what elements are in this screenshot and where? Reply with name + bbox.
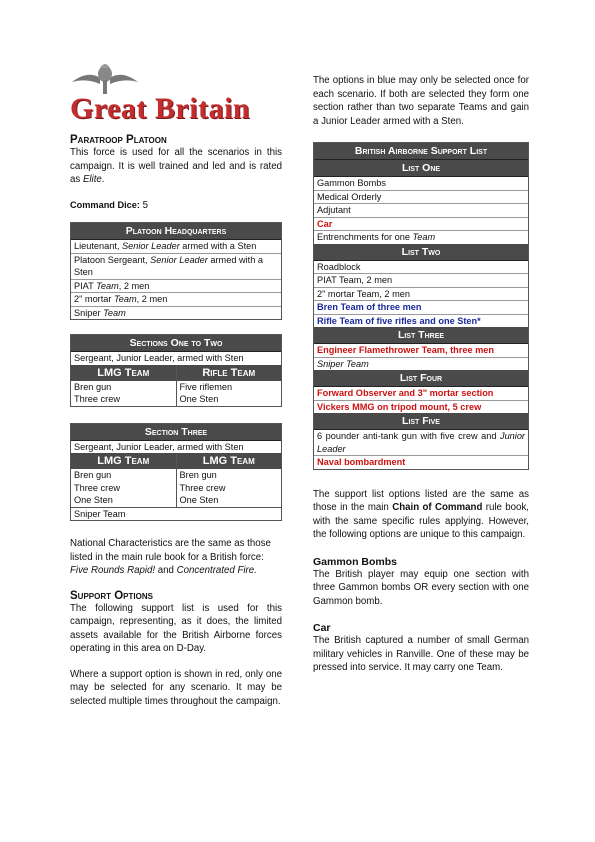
platoon-hq-table: [70, 222, 282, 320]
support-same-text: The support list options listed are the same as those in the main Chain of Command rule book, with the same specific rules applying. However, the following options are unique to this campaign.: [313, 488, 529, 540]
left-column: [70, 60, 282, 708]
team-item: One Sten: [74, 495, 113, 505]
team-item: Bren gun: [74, 470, 112, 480]
great-britain-logo: [70, 60, 282, 126]
support-list-table: [313, 142, 529, 470]
team-item: One Sten: [179, 394, 219, 404]
list-item: Engineer Flamethrower Team, three men: [314, 344, 528, 358]
team-item: Three crew: [74, 394, 120, 404]
team-item: Bren gun: [179, 470, 217, 480]
sections-one-two-table: [70, 334, 282, 407]
list-item: Adjutant: [314, 204, 528, 218]
list-item: Rifle Team of five rifles and one Sten*: [317, 315, 481, 326]
team-item: One Sten: [179, 495, 219, 505]
list-five-title: List Five: [314, 413, 528, 430]
red-option-text: Where a support option is shown in red, only one may be selected for any scenario. It may be selected multiple times throughout the campaign.: [70, 668, 282, 707]
list-item: Vickers MMG on tripod mount, 5 crew: [317, 401, 482, 412]
hq-row: PIAT Team, 2 men: [71, 280, 281, 294]
section-leader: Sergeant, Junior Leader, armed with Sten: [74, 441, 244, 452]
list-item: Bren Team of three men: [314, 301, 528, 315]
lmg-team-title: LMG Team: [71, 453, 176, 469]
list-four-title: List Four: [314, 370, 528, 387]
list-three-title: List Three: [314, 327, 528, 344]
right-column: [313, 74, 529, 675]
command-dice: Command Dice: 5: [70, 199, 149, 211]
list-item: Car: [314, 218, 528, 232]
list-two-title: List Two: [314, 244, 528, 261]
section-three-table: [70, 423, 282, 522]
section-teams: [71, 453, 281, 508]
list-item: 6 pounder anti-tank gun with five crew and Junior Leader: [314, 430, 528, 456]
team-item: Three crew: [74, 482, 120, 493]
hq-row: Sniper Team: [74, 307, 126, 318]
paratroop-heading: Paratroop Platoon: [70, 134, 167, 146]
team-item: Bren gun: [74, 381, 112, 392]
support-options-text: The following support list is used for this campaign, representing, as it does, the limited assets available for the British Airborne forces operating in this area on D-Day.: [70, 602, 282, 654]
list-item: PIAT Team, 2 men: [314, 274, 528, 288]
lmg-team-title: LMG Team: [71, 365, 176, 381]
list-item: Medical Orderly: [314, 191, 528, 205]
section-three-title: Section Three: [71, 424, 281, 441]
list-one-title: List One: [314, 160, 528, 177]
sniper-team: Sniper Team: [74, 508, 126, 519]
section-teams: [71, 365, 281, 406]
section-leader: Sergeant, Junior Leader, armed with Sten: [74, 353, 244, 363]
list-item: Sniper Team: [317, 358, 369, 369]
list-item: Gammon Bombs: [314, 177, 528, 191]
blue-option-text: The options in blue may only be selected once for each scenario. If both are selected they form one section rather than two separate Teams and gain a Junior Leader armed with a Sten.: [313, 75, 529, 127]
national-characteristics: National Characteristics are the same as those listed in the main rule book for a British force: Five Rounds Rapid! and Concentrated Fire.: [70, 538, 271, 576]
list-item: Forward Observer and 3" mortar section: [314, 387, 528, 401]
logo-text: Great Britain: [70, 92, 251, 125]
hq-row: Lieutenant, Senior Leader armed with a Sten: [71, 240, 281, 254]
list-item: Naval bombardment: [317, 457, 406, 467]
lmg-team-title: LMG Team: [177, 453, 282, 469]
car-text: The British captured a number of small German military vehicles in Ranville. One of these may be pressed into service. It may carry one Team.: [313, 635, 529, 673]
sections-one-two-title: Sections One to Two: [71, 335, 281, 352]
list-item: 2" mortar Team, 2 men: [314, 288, 528, 302]
list-item: Entrenchments for one Team: [317, 232, 436, 242]
hq-row: 2" mortar Team, 2 men: [71, 293, 281, 307]
support-list-title: British Airborne Support List: [314, 143, 528, 160]
list-item: Roadblock: [314, 261, 528, 275]
rifle-team-title: Rifle Team: [177, 365, 282, 381]
paratroop-text: This force is used for all the scenarios in this campaign. It is well trained and led and is rated as Elite.: [70, 147, 282, 185]
gammon-text: The British player may equip one section with three Gammon bombs OR every section with one Gammon bomb.: [313, 568, 529, 607]
team-item: Three crew: [179, 482, 226, 493]
team-item: Five riflemen: [179, 381, 233, 392]
gammon-heading: Gammon Bombs: [313, 555, 398, 568]
platoon-hq-title: Platoon Headquarters: [71, 223, 281, 240]
support-options-heading: Support Options: [70, 589, 153, 602]
car-heading: Car: [313, 622, 331, 634]
hq-row: Platoon Sergeant, Senior Leader armed with a Sten: [71, 254, 281, 280]
